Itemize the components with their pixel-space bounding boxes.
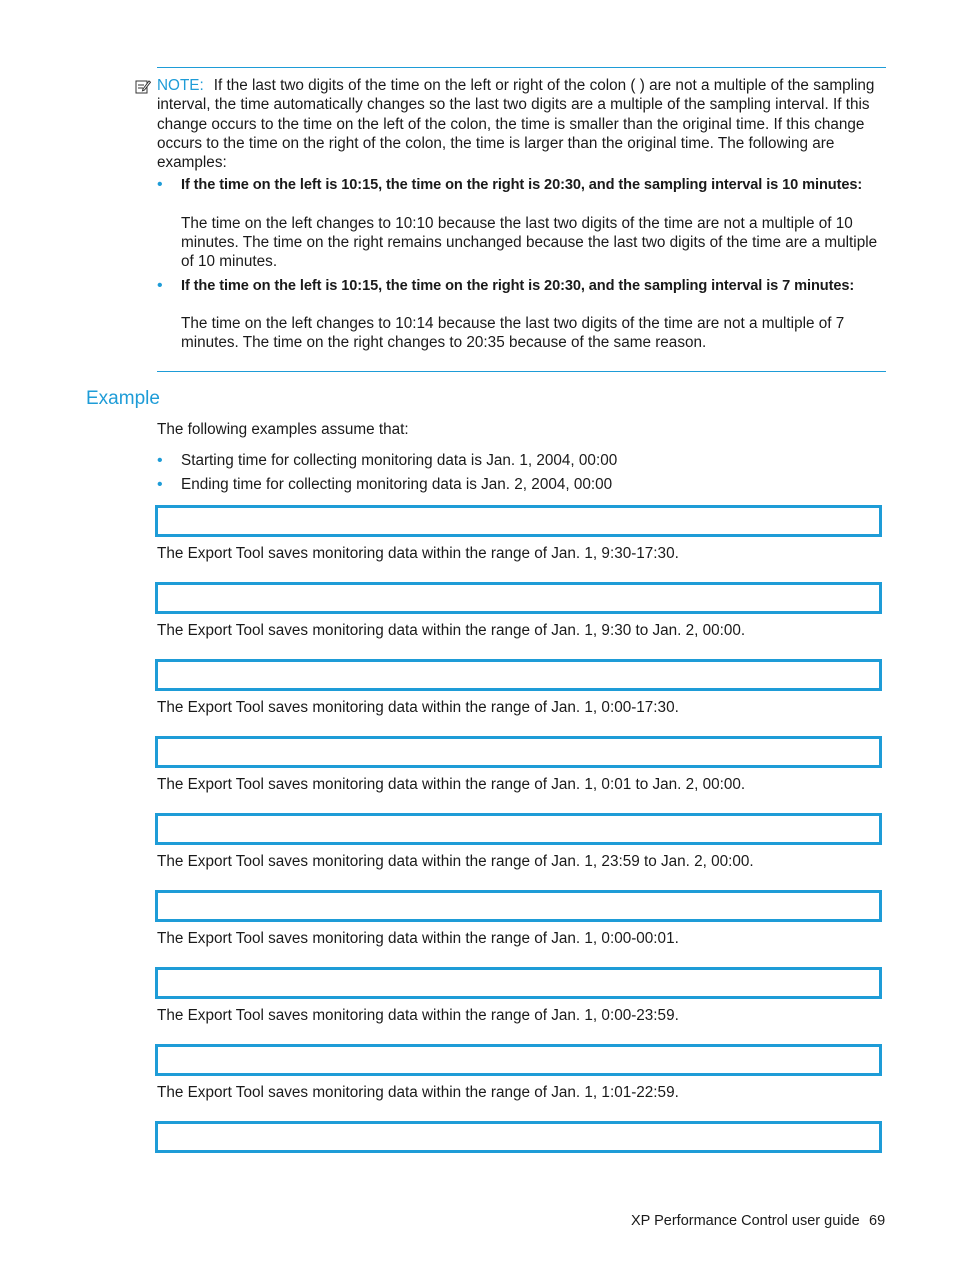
example-code-box [155, 813, 882, 845]
example-result: The Export Tool saves monitoring data within the range of Jan. 1, 9:30-17:30. [157, 545, 679, 562]
example-code-box [155, 890, 882, 922]
note-bullet-body: The time on the left changes to 10:14 because the last two digits of the time are not a multiple of 7 minutes. The time on the right changes to 20:35 because of the same reason. [181, 314, 845, 352]
note-bullet-heading: If the time on the left is 10:15, the time on the right is 20:30, and the sampling interval is 10 minutes: [181, 177, 863, 194]
list-item [157, 449, 877, 473]
note-bottom-rule [157, 371, 886, 372]
note-paragraph [157, 76, 887, 172]
bullet-icon: • [157, 276, 163, 294]
list-item [157, 473, 877, 497]
note-bullet-2 [157, 276, 887, 296]
example-code-box [155, 1044, 882, 1076]
page-number: 69 [869, 1213, 886, 1229]
example-code-box [155, 505, 882, 537]
note-text: If the last two digits of the time on the left or right of the colon ( ) are not a multiple of the sampling interval, the time automatically changes so the last two digits are a multiple of the sampling interval. If this change occurs to the time on the left of the colon, the time is smaller than the original time. If this change occurs to the time on the right of the colon, the time is larger than the original time. The following are examples: [157, 77, 875, 172]
bullet-icon: • [157, 176, 163, 194]
note-bullet-heading: If the time on the left is 10:15, the time on the right is 20:30, and the sampling interval is 7 minutes: [181, 277, 855, 294]
example-result: The Export Tool saves monitoring data within the range of Jan. 1, 0:00-00:01. [157, 930, 679, 947]
example-code-box [155, 582, 882, 614]
example-code-box [155, 659, 882, 691]
note-bullet-body: The time on the left changes to 10:10 because the last two digits of the time are not a multiple of 10 minutes. The time on the right remains unchanged because the last two digits of the time are a multiple of 10 minutes. [181, 214, 878, 271]
example-result: The Export Tool saves monitoring data within the range of Jan. 1, 0:00-17:30. [157, 699, 679, 716]
note-block [157, 76, 887, 353]
example-result: The Export Tool saves monitoring data within the range of Jan. 1, 0:01 to Jan. 2, 00:00. [157, 776, 746, 793]
note-label: NOTE: [157, 77, 204, 94]
example-result: The Export Tool saves monitoring data within the range of Jan. 1, 1:01-22:59. [157, 1084, 679, 1101]
list-item-text: Ending time for collecting monitoring data is Jan. 2, 2004, 00:00 [181, 476, 613, 493]
bullet-icon: • [157, 452, 163, 469]
bullet-icon: • [157, 476, 163, 493]
intro-text: The following examples assume that: [157, 421, 409, 438]
note-pencil-icon [135, 79, 151, 94]
footer-title: XP Performance Control user guide [631, 1213, 860, 1229]
example-code-box [155, 1121, 882, 1153]
assumption-list [157, 449, 877, 497]
note-top-rule [157, 67, 886, 68]
example-result: The Export Tool saves monitoring data within the range of Jan. 1, 23:59 to Jan. 2, 00:00. [157, 853, 754, 870]
list-item-text: Starting time for collecting monitoring data is Jan. 1, 2004, 00:00 [181, 452, 618, 469]
example-code-box [155, 967, 882, 999]
section-heading: Example [86, 388, 160, 409]
example-result: The Export Tool saves monitoring data within the range of Jan. 1, 0:00-23:59. [157, 1007, 679, 1024]
example-code-box [155, 736, 882, 768]
note-bullet-1 [157, 175, 887, 195]
example-result: The Export Tool saves monitoring data within the range of Jan. 1, 9:30 to Jan. 2, 00:00. [157, 622, 746, 639]
